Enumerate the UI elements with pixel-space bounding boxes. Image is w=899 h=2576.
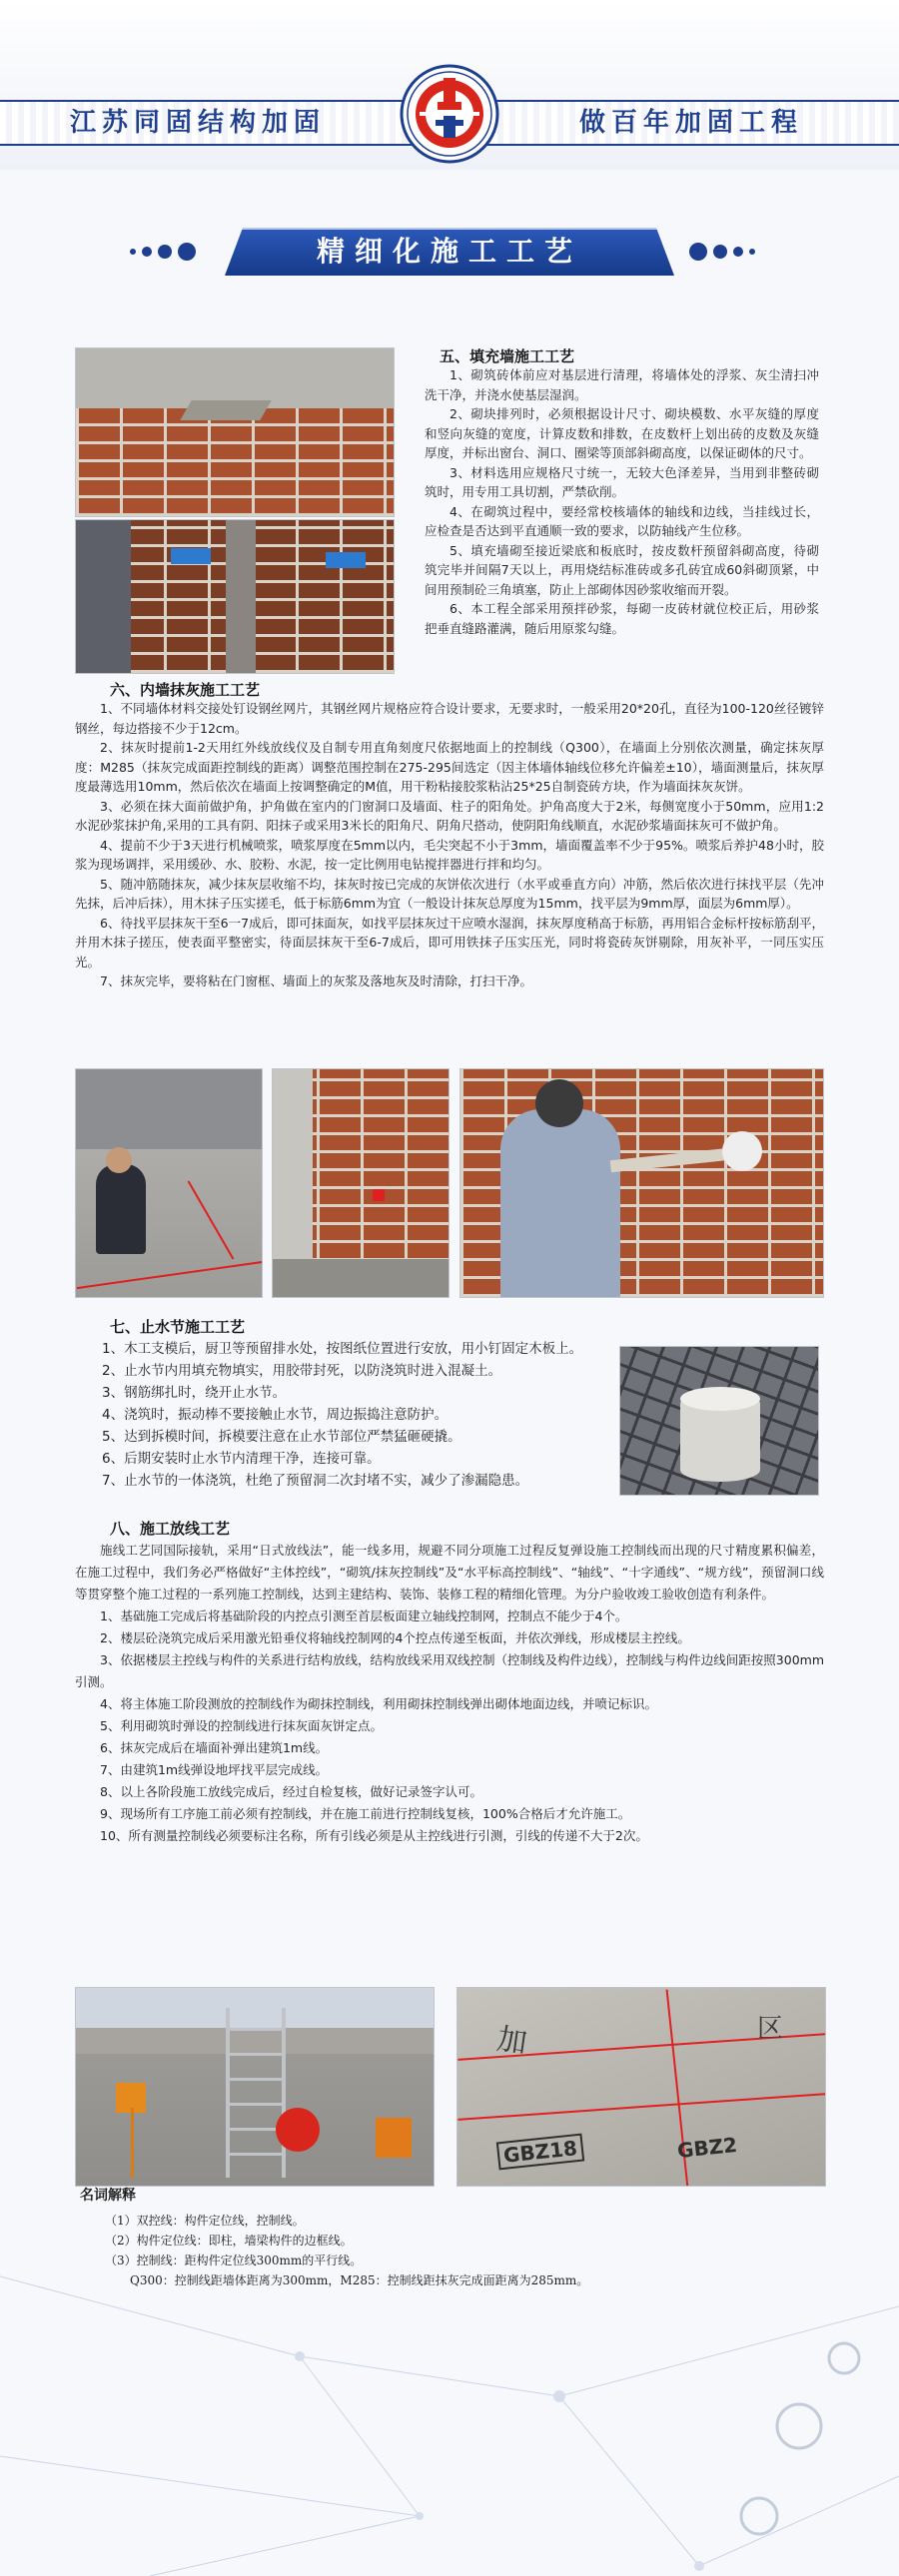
- section-title-banner: [130, 225, 769, 279]
- section7-item: 4、浇筑时，振动棒不要接触止水节，周边振捣注意防护。: [102, 1407, 449, 1423]
- section6-item: 7、抹灰完毕，要将粘在门窗框、墙面上的灰浆及落地灰及时清除，打扫干净。: [100, 973, 532, 988]
- floor-mark-right: 区: [757, 2014, 784, 2044]
- section6-item: 3、必须在抹大面前做护角，护角做在室内的门窗洞口及墙面、柱子的阳角处。护角高度大于2米，每侧宽度小于50mm，应用1:2水泥砂浆抹护角,采用的工具有阴、阳抹子或采用3米长的阳角尺、阴角尺搭动，使阴阳角线顺直，水泥砂浆墙面抹灰可不做护角。: [75, 798, 824, 833]
- section5-item: 5、填充墙砌至接近梁底和板底时，按皮数杆预留斜砌高度，待砌筑完毕并间隔7天以上，再用烧结标准砖或多孔砖宜成60斜砌顶紧，中间用预制砼三角填塞，防止上部砌体因砂浆收缩而开裂。: [425, 542, 819, 597]
- section6-title: 六、内墙抹灰施工工艺: [110, 681, 261, 699]
- banner-dots-left: [130, 241, 196, 263]
- section6-item: 5、随冲筋随抹灰，减少抹灰层收缩不均，抹灰时按已完成的灰饼依次进行（水平或垂直方向）冲筋，然后依次进行抹找平层（先冲先抹，后冲后抹），用木抹子压实搓毛，低于标筋6mm为宜（一般设计抹灰总厚度为15mm，找平层为9mm厚，面层为6mm厚）。: [75, 876, 824, 911]
- section6-item: 4、提前不少于3天进行机械喷浆，喷浆厚度在5mm以内，毛尖突起不小于3mm，墙面覆盖率不少于95%。喷浆后养护48小时，胶浆为现场调拌，采用缓砂、水、胶粉、水泥，按一定比例用电钻搅拌器进行拌和均匀。: [75, 837, 824, 872]
- section8-item: 5、利用砌筑时弹设的控制线进行抹灰面灰饼定点。: [100, 1718, 383, 1733]
- section7-item: 5、达到拆模时间，拆模要注意在止水节部位严禁猛砸硬撬。: [102, 1429, 461, 1445]
- section7-item: 6、后期安装时止水节内清理干净，连接可靠。: [102, 1451, 381, 1467]
- section7-item: 7、止水节的一体浇筑，杜绝了预留洞二次封堵不实，减少了渗漏隐患。: [102, 1473, 529, 1489]
- slogan-left: 江苏同固结构加固: [70, 108, 327, 138]
- section8-item: 2、楼层砼浇筑完成后采用激光铅垂仪将轴线控制网的4个控点传递至板面，并依次弹线，形成楼层主控线。: [100, 1630, 690, 1645]
- glossary-item: （1）双控线：构件定位线，控制线。: [105, 2214, 305, 2228]
- photo-worker-spraying-mortar: [459, 1068, 824, 1298]
- section8-item: 6、抹灰完成后在墙面补弹出建筑1m线。: [100, 1740, 329, 1755]
- section6-item: 2、抹灰时提前1-2天用红外线放线仪及自制专用直角刻度尺依据地面上的控制线（Q300），在墙面上分别依次测量，确定抹灰厚度：M285（抹灰完成面距控制线的距离）调整范围控制在275-295间选定（因主体墙体轴线位移允许偏差±10），墙面测量后，抹灰厚度最薄选用10mm，然后依次在墙面上按调整确定的M值，用干粉粘接胶浆粘沾25*25自制瓷砖方块，作为墙面抹灰灰饼。: [75, 740, 824, 794]
- section5-title: 五、填充墙施工工艺: [440, 347, 575, 365]
- section8-title: 八、施工放线工艺: [110, 1520, 231, 1538]
- slogan-right: 做百年加固工程: [579, 108, 804, 138]
- section8-item: 3、依据楼层主控线与构件的关系进行结构放线，结构放线采用双线控制（控制线及构件边线），控制线与构件边线间距按照300mm引测。: [75, 1652, 824, 1689]
- section5-item: 3、材料选用应规格尺寸统一，无较大色泽差异，当用到非整砖砌筑时，用专用工具切割，严禁砍削。: [425, 464, 819, 499]
- banner-title: 精细化施工工艺: [316, 235, 582, 268]
- banner-dots-right: [689, 241, 755, 263]
- section8-item: 9、现场所有工序施工前必须有控制线，并在施工前进行控制线复核，100%合格后才允许施工。: [100, 1806, 631, 1821]
- glossary-item: （2）构件定位线：即柱，墙梁构件的边框线。: [105, 2234, 353, 2248]
- section7-body: [75, 1338, 604, 1492]
- section8-intro: 施线工艺同国际接轨，采用“日式放线法”，能一线多用，规避不同分项施工过程反复弹设施工控制线而出现的尺寸精度累积偏差，在施工过程中，我们务必严格做好“主体控线”，“砌筑/抹灰控制线”及“水平标高控制线”、“轴线”、“十字通线”、“规方线”，预留洞口线等贯穿整个施工过程的一系列施工控制线，达到主建结构、装饰、装修工程的精细化管理。为分户验收竣工验收创造有利条件。: [75, 1543, 824, 1602]
- section6-item: 1、不同墙体材料交接处钉设钢丝网片，其钢丝网片规格应符合设计要求，无要求时，一般采用20*20孔，直径为100-120丝径镀锌钢丝，每边搭接不少于12cm。: [75, 701, 824, 736]
- glossary: [80, 2185, 699, 2290]
- background-network-pattern: [0, 2097, 899, 2576]
- page-header: [0, 0, 899, 170]
- section7-item: 3、钢筋绑扎时，绕开止水节。: [102, 1385, 287, 1401]
- photo-water-stop-joint: [619, 1346, 819, 1496]
- floor-label-gbz2: GBZ2: [675, 2132, 739, 2164]
- section8-item: 8、以上各阶段施工放线完成后，经过自检复核，做好记录签字认可。: [100, 1784, 482, 1799]
- section5-item: 2、砌块排列时，必须根据设计尺寸、砌块模数、水平灰缝的厚度和竖向灰缝的宽度，计算皮数和排数，在皮数杆上划出砖的皮数及灰缝厚度，并标出窗台、洞口、圈梁等顶部斜砌高度，以保证砌体的尺寸。: [425, 406, 819, 460]
- section5-body: [425, 365, 819, 638]
- section8-body: [75, 1540, 824, 1847]
- section8-item: 4、将主体施工阶段测放的控制线作为砌抹控制线，利用砌抹控制线弹出砌体地面边线，并喷记标识。: [100, 1696, 657, 1711]
- glossary-item: （3）控制线：距构件定位线300mm的平行线。: [105, 2254, 363, 2267]
- section7-item: 2、止水节内用填充物填实，用胶带封死，以防浇筑时进入混凝土。: [102, 1363, 502, 1379]
- section6-item: 6、待找平层抹灰干至6一7成后，即可抹面灰，如找平层抹灰过干应喷水湿润，抹灰厚度稍高于标筋，再用铝合金标杆按标筋刮平，并用木抹子搓压，使表面平整密实，待面层抹灰干至6-7成后，即可用铁抹子压实压光，同时将瓷砖灰饼剔除，用灰补平，一同压实压光。: [75, 915, 824, 969]
- section8-item: 7、由建筑1m线弹设地坪找平层完成线。: [100, 1762, 329, 1777]
- section5-item: 1、砌筑砖体前应对基层进行清理，将墙体处的浮浆、灰尘清扫冲洗干净，并浇水使基层湿润。: [425, 367, 819, 402]
- section5-item: 6、本工程全部采用预拌砂浆，每砌一皮砖材就位校正后，用砂浆把垂直缝路灌满，随后用原浆勾缝。: [425, 601, 819, 636]
- photo-brick-corner: [272, 1068, 450, 1298]
- floor-label-gbz18: GBZ18: [496, 2134, 584, 2171]
- floor-mark-left: 加: [494, 2022, 529, 2061]
- section8-item: 1、基础施工完成后将基础阶段的内控点引测至首层板面建立轴线控制网，控制点不能少于4个。: [100, 1609, 628, 1623]
- section7-title: 七、止水节施工工艺: [110, 1318, 246, 1336]
- photo-brick-wall-top: [75, 347, 395, 517]
- glossary-title: 名词解释: [80, 2188, 136, 2204]
- section8-item: 10、所有测量控制线必须要标注名称，所有引线必须是从主控线进行引测，引线的传递不大于2次。: [100, 1828, 648, 1843]
- photo-brick-wall-bottom: [75, 519, 395, 674]
- photo-worker-laser-level: [75, 1068, 263, 1298]
- section5-item: 4、在砌筑过程中，要经常校核墙体的轴线和边线，当挂线过长，应检查是否达到平直通顺一致的要求，以防轴线产生位移。: [425, 503, 819, 538]
- section7-item: 1、木工支模后，厨卫等预留排水处，按图纸位置进行安放，用小钉固定木板上。: [102, 1341, 583, 1357]
- glossary-item: Q300：控制线距墙体距离为300mm，M285：控制线距抹灰完成面距离为285mm。: [130, 2273, 589, 2287]
- section6-body: [75, 699, 824, 991]
- company-logo-icon: [400, 64, 499, 164]
